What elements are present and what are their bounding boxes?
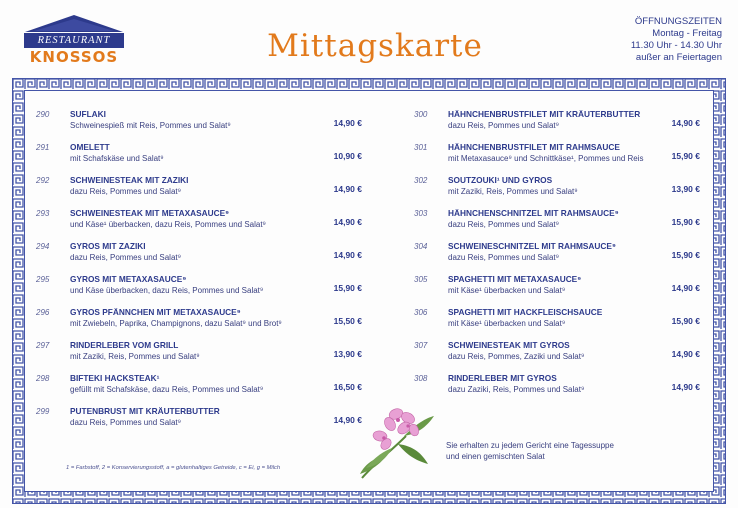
- item-number: 298: [36, 374, 50, 383]
- note-line: Sie erhalten zu jedem Gericht eine Tagessuppe: [446, 441, 614, 450]
- item-name: SOUTZOUKI¹ UND GYROS: [448, 175, 553, 185]
- item-name: SPAGHETTI MIT METAXASAUCE⁹: [448, 274, 582, 284]
- item-description: dazu Zaziki, Reis, Pommes und Salat⁹: [448, 385, 585, 394]
- item-number: 306: [414, 308, 428, 317]
- item-number: 292: [36, 176, 50, 185]
- item-name: GYROS MIT ZAZIKI: [70, 241, 146, 251]
- menu-item: [414, 373, 700, 403]
- item-price: 16,50 €: [333, 382, 362, 392]
- item-description: dazu Reis, Pommes und Salat⁹: [448, 253, 560, 262]
- item-description: gefüllt mit Schafskäse, dazu Reis, Pommes und Salat⁹: [70, 385, 264, 394]
- menu-item: [36, 373, 362, 403]
- item-description: dazu Reis, Pommes und Salat⁹: [448, 220, 560, 229]
- item-price: 15,90 €: [671, 316, 700, 326]
- item-number: 303: [414, 209, 428, 218]
- menu-item: [36, 109, 362, 139]
- item-number: 291: [36, 143, 50, 152]
- allergen-footnote: 1 = Farbstoff, 2 = Konservierungsstoff, a = glutenhaltiges Getreide, c = Ei, g = Milch: [66, 465, 281, 471]
- item-number: 297: [36, 341, 50, 350]
- item-description: und Käse¹ überbacken, dazu Reis, Pommes und Salat⁹: [70, 220, 266, 229]
- menu-item: [36, 307, 362, 337]
- item-description: mit Metaxasauce⁹ und Schnittkäse¹, Pommes und Reis: [448, 154, 644, 163]
- item-price: 14,90 €: [333, 118, 362, 128]
- item-description: mit Schafskäse und Salat⁹: [70, 154, 164, 163]
- item-price: 15,90 €: [671, 250, 700, 260]
- item-name: HÄHNCHENBRUSTFILET MIT KRÄUTERBUTTER: [448, 109, 641, 119]
- hours-days: Montag - Freitag: [652, 28, 722, 39]
- item-number: 307: [414, 341, 428, 350]
- menu-item: [414, 241, 700, 271]
- item-price: 15,90 €: [671, 151, 700, 161]
- item-price: 14,90 €: [671, 349, 700, 359]
- item-price: 13,90 €: [671, 184, 700, 194]
- hours-exception: außer an Feiertagen: [635, 52, 722, 63]
- item-description: mit Zaziki, Reis, Pommes und Salat⁹: [448, 187, 578, 196]
- item-number: 302: [414, 176, 428, 185]
- note-line: und einen gemischten Salat: [446, 452, 545, 461]
- item-price: 14,90 €: [671, 118, 700, 128]
- item-description: mit Zaziki, Reis, Pommes und Salat⁹: [70, 352, 200, 361]
- item-description: Schweinespieß mit Reis, Pommes und Salat⁹: [70, 121, 231, 130]
- item-number: 304: [414, 242, 428, 251]
- item-description: dazu Reis, Pommes und Salat⁹: [448, 121, 560, 130]
- item-number: 308: [414, 374, 428, 383]
- menu-item: [414, 208, 700, 238]
- menu-item: [36, 241, 362, 271]
- item-number: 301: [414, 143, 428, 152]
- item-price: 15,50 €: [333, 316, 362, 326]
- restaurant-logo: [22, 14, 126, 68]
- item-price: 10,90 €: [333, 151, 362, 161]
- item-description: dazu Reis, Pommes und Salat⁹: [70, 187, 182, 196]
- item-number: 293: [36, 209, 50, 218]
- item-price: 14,90 €: [671, 283, 700, 293]
- item-name: OMELETT: [70, 142, 110, 152]
- item-price: 13,90 €: [333, 349, 362, 359]
- item-price: 15,90 €: [333, 283, 362, 293]
- menu-item: [414, 340, 700, 370]
- item-price: 14,90 €: [333, 250, 362, 260]
- item-description: dazu Reis, Pommes und Salat⁹: [70, 253, 182, 262]
- item-number: 290: [36, 110, 50, 119]
- item-name: PUTENBRUST MIT KRÄUTERBUTTER: [70, 406, 220, 416]
- item-name: HÄHNCHENBRUSTFILET MIT RAHMSAUCE: [448, 142, 620, 152]
- item-name: RINDERLEBER MIT GYROS: [448, 373, 557, 383]
- item-price: 14,90 €: [333, 184, 362, 194]
- item-number: 294: [36, 242, 50, 251]
- item-number: 305: [414, 275, 428, 284]
- item-name: GYROS MIT METAXASAUCE⁹: [70, 274, 187, 284]
- menu-item: [414, 274, 700, 304]
- item-name: SCHWEINESTEAK MIT ZAZIKI: [70, 175, 189, 185]
- item-price: 14,90 €: [333, 415, 362, 425]
- item-price: 14,90 €: [671, 382, 700, 392]
- item-number: 300: [414, 110, 428, 119]
- oleander-flower-image: [356, 400, 436, 482]
- menu-item: [414, 109, 700, 139]
- item-number: 295: [36, 275, 50, 284]
- page-title: Mittagskarte: [267, 28, 483, 64]
- item-description: mit Käse¹ überbacken und Salat⁹: [448, 319, 566, 328]
- item-name: SPAGHETTI MIT HACKFLEISCHSAUCE: [448, 307, 603, 317]
- item-name: GYROS PFÄNNCHEN MIT METAXASAUCE⁹: [70, 307, 241, 317]
- menu-item: [36, 208, 362, 238]
- item-description: dazu Reis, Pommes, Zaziki und Salat⁹: [448, 352, 585, 361]
- menu-item: [414, 175, 700, 205]
- menu-item: [414, 142, 700, 172]
- item-name: HÄHNCHENSCHNITZEL MIT RAHMSAUCE⁹: [448, 208, 619, 218]
- item-name: SCHWEINESCHNITZEL MIT RAHMSAUCE⁹: [448, 241, 616, 251]
- menu-item: [414, 307, 700, 337]
- menu-item: [36, 274, 362, 304]
- item-number: 299: [36, 407, 50, 416]
- temple-roof-icon: [22, 14, 126, 34]
- menu-item: [36, 175, 362, 205]
- soup-salad-note: [446, 440, 614, 462]
- menu-item: [36, 406, 362, 436]
- hours-heading: ÖFFNUNGSZEITEN: [634, 16, 722, 27]
- item-number: 296: [36, 308, 50, 317]
- item-description: mit Käse¹ überbacken und Salat⁹: [448, 286, 566, 295]
- item-name: SCHWEINESTEAK MIT METAXASAUCE⁹: [70, 208, 230, 218]
- opening-hours: [572, 16, 722, 64]
- item-name: SUFLAKI: [70, 109, 106, 119]
- item-price: 14,90 €: [333, 217, 362, 227]
- item-name: BIFTEKI HACKSTEAK¹: [70, 373, 160, 383]
- item-description: und Käse überbacken, dazu Reis, Pommes und Salat⁹: [70, 286, 264, 295]
- item-name: SCHWEINESTEAK MIT GYROS: [448, 340, 570, 350]
- hours-time: 11.30 Uhr - 14.30 Uhr: [630, 40, 722, 51]
- item-price: 15,90 €: [671, 217, 700, 227]
- item-description: dazu Reis, Pommes und Salat⁹: [70, 418, 182, 427]
- menu-item: [36, 142, 362, 172]
- item-name: RINDERLEBER VOM GRILL: [70, 340, 179, 350]
- item-description: mit Zwiebeln, Paprika, Champignons, dazu Salat⁹ und Brot⁹: [70, 319, 282, 328]
- menu-item: [36, 340, 362, 370]
- logo-name: KNOSSOS: [29, 48, 119, 66]
- logo-restaurant-label: RESTAURANT: [24, 33, 124, 48]
